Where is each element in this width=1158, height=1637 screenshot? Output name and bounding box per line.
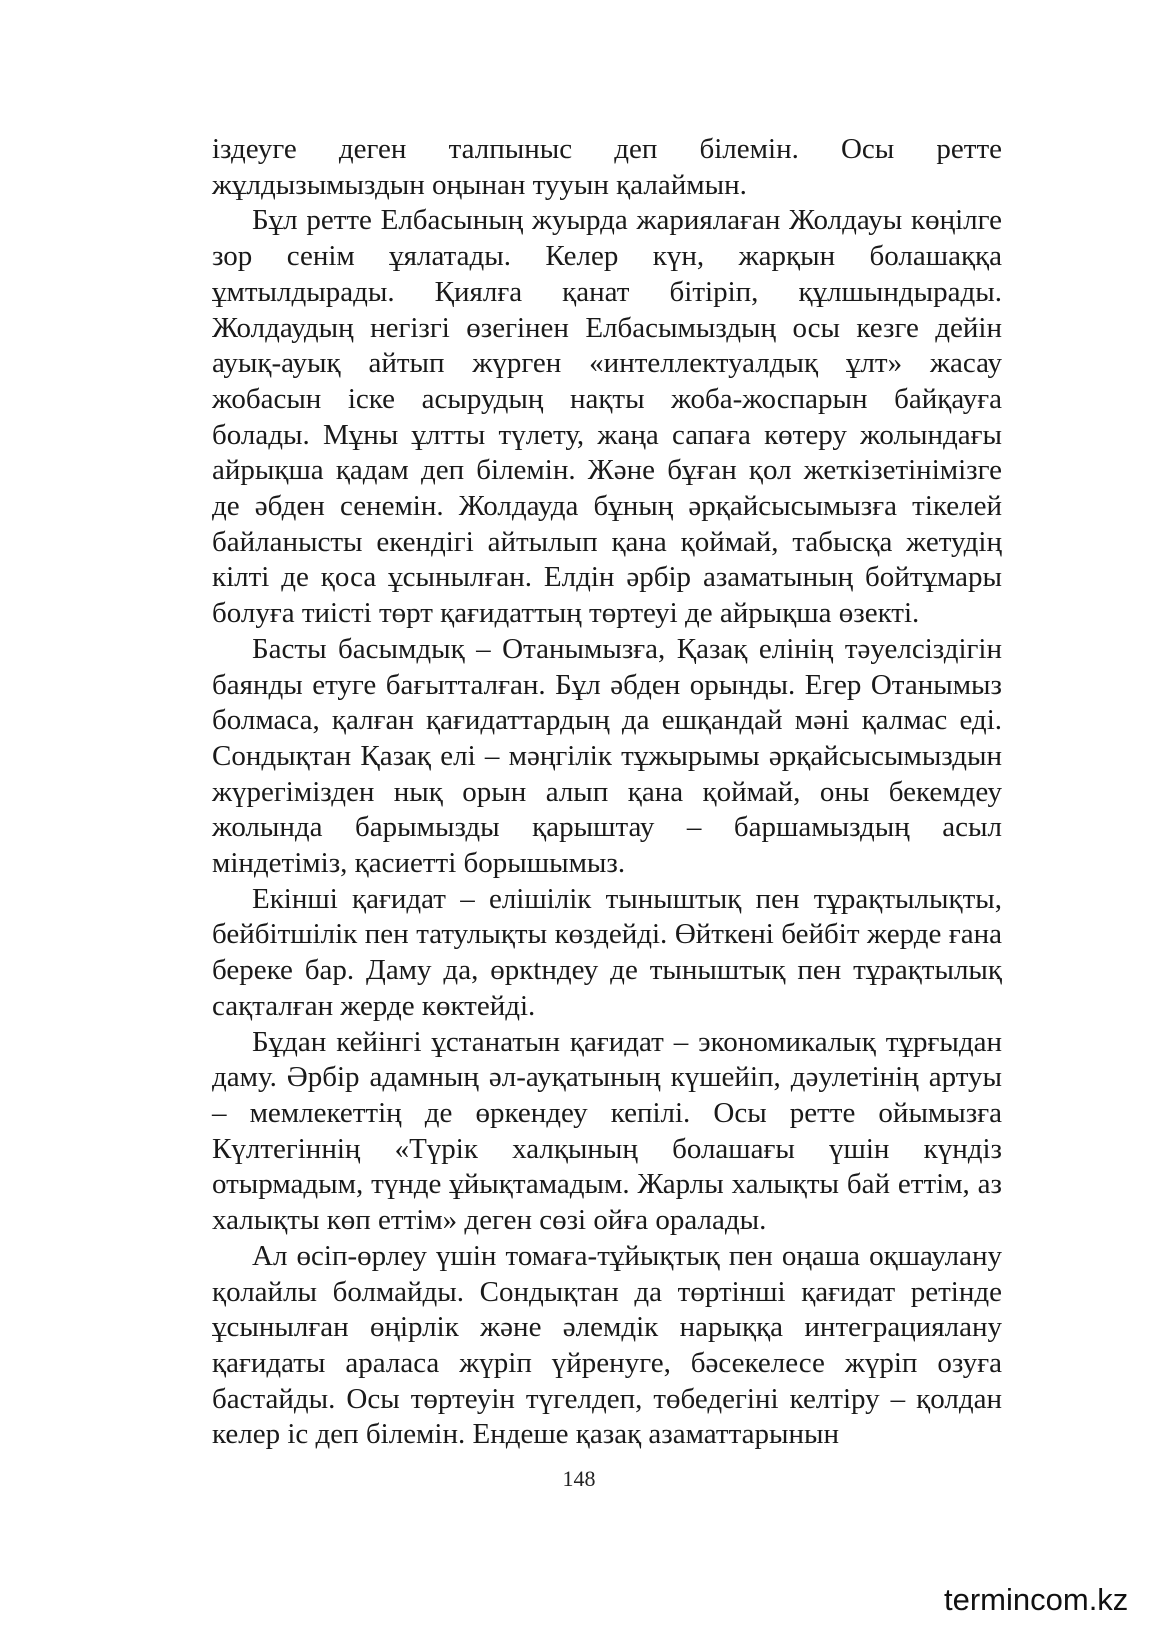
watermark-logo [944,1578,1138,1622]
paragraph-5: Бұдан кейінгі ұстанатын қағидат – экономикалық тұрғыдан даму. Әрбір адамның әл-ауқатының күшейіп, дәулетінің артуы – мемлекеттің де өркендеу кепілі. Осы ретте ойымызға Күлтегіннің «Түрік халқының болашағы үшін күндіз отырмадым, түнде ұйықтамадым. Жарлы халықты бай еттім, аз халықты көп еттім» деген сөзі ойға оралады. [212,1025,1002,1237]
paragraph-6: Ал өсіп-өрлеу үшін томаға-тұйықтық пен оңаша оқшаулану қолайлы болмайды. Сондықтан да төртінші қағидат ретінде ұсынылған өңірлік және әлемдік нарыққа интеграциялану қағидаты араласа жүріп үйренуге, бәсекелесе жүріп озуға бастайды. Осы төртеуін түгелдеп, төбедегіні келтіру – қолдан келер іс деп білемін. Ендеше қазақ азаматтарынын [212,1239,1002,1451]
paragraph-2: Бұл ретте Елбасының жуырда жариялаған Жолдауы көңілге зор сенім ұялатады. Келер күн, жарқын болашаққа ұмтылдырады. Қиялға қанат бітіріп, құлшындырады. Жолдаудың негізгі өзегінен Елбасымыздың осы кезге дейін ауық-ауық айтып жүрген «интеллектуалдық ұлт» жасау жобасын іске асырудың нақты жоба-жоспарын байқауға болады. Мұны ұлтты түлету, жаңа сапаға көтеру жолындағы айрықша қадам деп білемін. Және бұған қол жеткізетінімізге де әбден сенемін. Жолдауда бұның әрқайсысымызға тікелей байланысты екендігі айтылып қана қоймай, табысқа жетудің кілті де қоса ұсынылған. Елдін әрбір азаматының бойтұмары болуға тиісті төрт қағидаттың төртеуі де айрықша өзекті. [212,204,1002,630]
paragraph-4: Екінші қағидат – елішілік тыныштық пен тұрақтылықты, бейбітшілік пен татулықты көздейді. Өйткені бейбіт жерде ғана береке бар. Даму да, өркtндеу де тыныштық пен тұрақтылық сақталған жерде көктейді. [212,882,1002,1022]
watermark-text: termincom.kz [944,1582,1129,1617]
page-body [212,132,1002,1453]
paragraph-3: Басты басымдық – Отанымызға, Қазақ елінің тәуелсіздігін баянды етуге бағытталған. Бұл әбден орынды. Егер Отанымыз болмаса, қалған қағидаттардың да ешқандай мәні қалмас еді. Сондықтан Қазақ елі – мәңгілік тұжырымы әрқайсысымыздын жүрегімізден нық орын алып қана қоймай, оны бекемдеу жолында барымызды қарыштау – баршамыздың асыл міндетіміз, қасиетті борышымыз. [212,632,1002,880]
paragraph-1: іздеуге деген талпыныс деп білемін. Осы ретте жұлдызымыздын оңынан тууын қалаймын. [212,133,1002,201]
page-number: 148 [562,1466,596,1491]
